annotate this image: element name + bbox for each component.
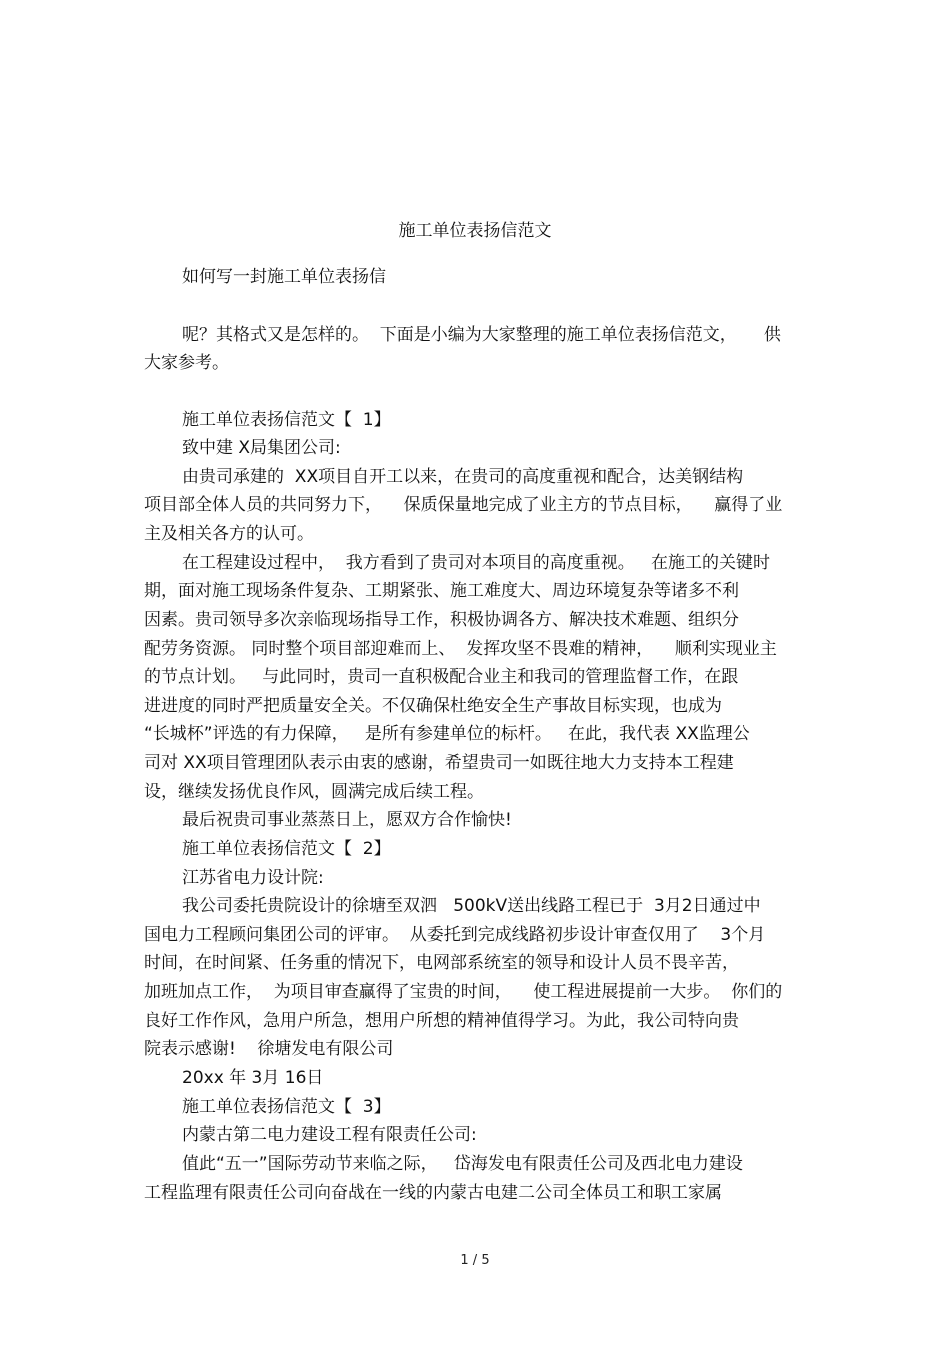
body-line: 值此“五一”国际劳动节来临之际， 岱海发电有限责任公司及西北电力建设 — [182, 1154, 743, 1174]
body-line: 配劳务资源。 同时整个项目部迎难而上、 发挥攻坚不畏难的精神， 顺利实现业主 — [144, 639, 777, 659]
body-line: 项目部全体人员的共同努力下， 保质保量地完成了业主方的节点目标， 赢得了业 — [144, 495, 783, 515]
body-line: 期，面对施工现场条件复杂、工期紧张、施工难度大、周边环境复杂等诸多不利 — [144, 581, 739, 601]
body-line: 工程监理有限责任公司向奋战在一线的内蒙古电建二公司全体员工和职工家属 — [144, 1183, 722, 1203]
section-heading-1: 施工单位表扬信范文【 1】 — [182, 410, 391, 430]
salutation-1: 致中建 X局集团公司: — [182, 438, 341, 458]
body-line: 加班加点工作， 为项目审查赢得了宝贵的时间， 使工程进展提前一大步。 你们的 — [144, 982, 783, 1002]
document-title: 施工单位表扬信范文 — [398, 221, 552, 241]
body-line: 在工程建设过程中， 我方看到了贵司对本项目的高度重视。 在施工的关键时 — [182, 553, 771, 573]
salutation-2: 江苏省电力设计院: — [182, 868, 324, 888]
section-heading-2: 施工单位表扬信范文【 2】 — [182, 839, 391, 859]
body-line: “长城杯”评选的有力保障， 是所有参建单位的标杆。 在此，我代表 XX监理公 — [144, 724, 750, 744]
intro-line: 呢？其格式又是怎样的。 下面是小编为大家整理的施工单位表扬信范文， 供 — [182, 325, 781, 345]
intro-line: 大家参考。 — [144, 353, 229, 373]
intro-line: 如何写一封施工单位表扬信 — [182, 267, 386, 287]
page-number: 1 / 5 — [460, 1253, 490, 1268]
date-line: 20xx 年 3月 16日 — [182, 1068, 324, 1088]
body-line: 由贵司承建的 XX项目自开工以来，在贵司的高度重视和配合，达美钢结构 — [182, 467, 744, 487]
body-line: 时间，在时间紧、任务重的情况下，电网部系统室的领导和设计人员不畏辛苦， — [144, 953, 739, 973]
section-heading-3: 施工单位表扬信范文【 3】 — [182, 1097, 391, 1117]
body-line: 院表示感谢! 徐塘发电有限公司 — [144, 1039, 394, 1059]
salutation-3: 内蒙古第二电力建设工程有限责任公司: — [182, 1125, 477, 1145]
body-line: 司对 XX项目管理团队表示由衷的感谢，希望贵司一如既往地大力支持本工程建 — [144, 753, 734, 773]
body-line: 我公司委托贵院设计的徐塘至双泗 500kV送出线路工程已于 3月2日通过中 — [182, 896, 761, 916]
body-line: 的节点计划。 与此同时，贵司一直积极配合业主和我司的管理监督工作，在跟 — [144, 667, 739, 687]
body-line: 国电力工程顾问集团公司的评审。 从委托到完成线路初步设计审查仅用了 3个月 — [144, 925, 766, 945]
body-line: 因素。贵司领导多次亲临现场指导工作，积极协调各方、解决技术难题、组织分 — [144, 610, 739, 630]
body-line: 进进度的同时严把质量安全关。不仅确保杜绝安全生产事故目标实现，也成为 — [144, 696, 722, 716]
body-line: 主及相关各方的认可。 — [144, 524, 314, 544]
body-line: 最后祝贵司事业蒸蒸日上，愿双方合作愉快! — [182, 810, 512, 830]
body-line: 良好工作作风，急用户所急，想用户所想的精神值得学习。为此，我公司特向贵 — [144, 1011, 739, 1031]
body-line: 设，继续发扬优良作风，圆满完成后续工程。 — [144, 782, 484, 802]
